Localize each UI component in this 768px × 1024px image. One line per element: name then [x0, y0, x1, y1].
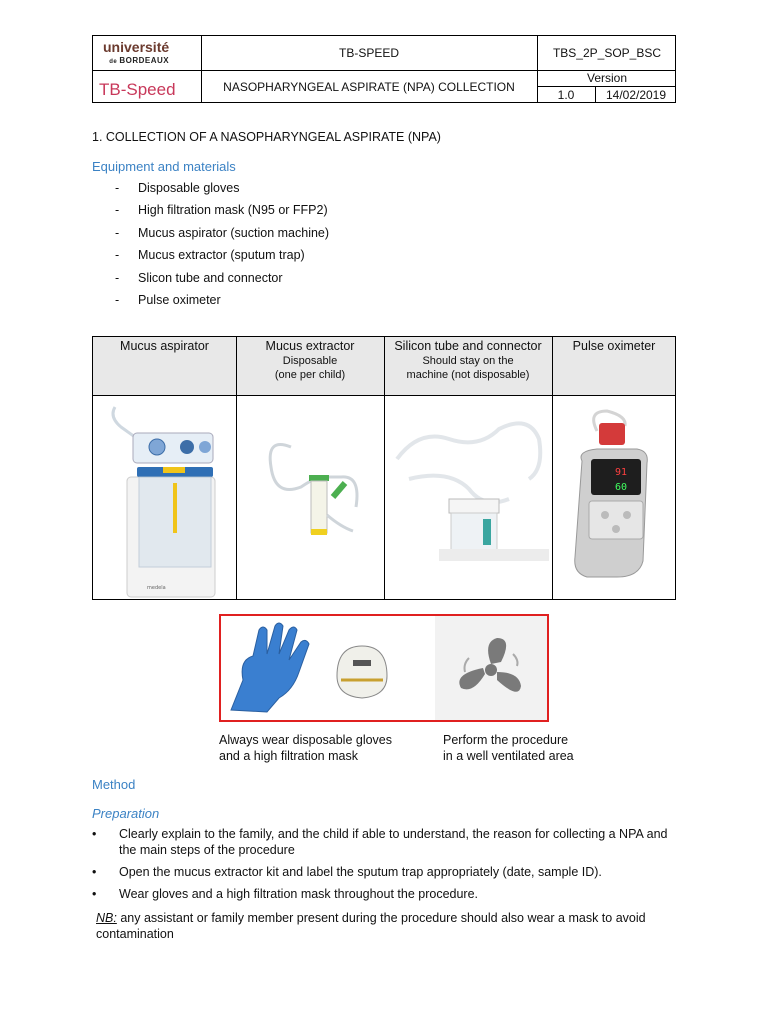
- n95-mask-image: [327, 636, 397, 706]
- project-name: TB-SPEED: [338, 46, 399, 60]
- column-header-aspirator: Mucus aspirator: [120, 339, 209, 353]
- pulse-readout: 60: [615, 482, 628, 493]
- ppe-caption: Always wear disposable gloves and a high filtration mask: [219, 733, 393, 763]
- university-logo: université de BORDEAUX: [103, 39, 170, 65]
- mucus-extractor-image: [261, 427, 371, 557]
- version-date: 14/02/2019: [605, 87, 667, 102]
- list-item: - Mucus extractor (sputum trap): [115, 248, 329, 270]
- preparation-title: Preparation: [92, 806, 160, 821]
- equipment-title: Equipment and materials: [92, 159, 236, 174]
- doc-title: NASOPHARYNGEAL ASPIRATE (NPA) COLLECTION: [223, 80, 515, 94]
- nb-text: any assistant or family member present during the procedure should also wear a mask to avoid contamination: [96, 911, 646, 941]
- equipment-table: [92, 336, 676, 600]
- list-item: - Mucus aspirator (suction machine): [115, 226, 329, 248]
- spo2-readout: 91: [615, 467, 628, 478]
- section-heading: 1. COLLECTION OF A NASOPHARYNGEAL ASPIRATE (NPA): [92, 130, 441, 144]
- ventilation-caption: Perform the procedure in a well ventilated area: [443, 733, 574, 763]
- list-item: • Wear gloves and a high filtration mask throughout the procedure.: [92, 886, 682, 902]
- document-header: [92, 35, 676, 103]
- version-label: Version: [586, 71, 628, 85]
- list-item: • Clearly explain to the family, and the child if able to understand, the reason for collecting a NPA and the main steps of the procedure: [92, 826, 682, 858]
- silicon-tube-image: [389, 399, 549, 595]
- list-item: - Disposable gloves: [115, 181, 329, 203]
- nb-label: NB:: [96, 911, 117, 925]
- pulse-oximeter-image: [567, 401, 657, 591]
- list-item: - High filtration mask (N95 or FFP2): [115, 203, 329, 225]
- preparation-list: [92, 826, 682, 908]
- mucus-aspirator-image: [105, 397, 225, 599]
- glove-image: [223, 620, 333, 716]
- nb-note: [96, 910, 680, 942]
- method-title: Method: [92, 777, 136, 792]
- column-header-oximeter: Pulse oximeter: [572, 339, 656, 353]
- list-item: • Open the mucus extractor kit and label the sputum trap appropriately (date, sample ID).: [92, 864, 682, 880]
- ppe-image-frame: [219, 614, 549, 722]
- version-number: 1.0: [557, 87, 575, 102]
- tb-speed-logo: TB-Speed: [99, 80, 176, 99]
- aspirator-brand: medela: [147, 585, 166, 591]
- fan-icon: [453, 632, 529, 708]
- equipment-list: [115, 181, 329, 315]
- column-header-silicon-tube: Silicon tube and connector Should stay on the machine (not disposable): [394, 339, 542, 381]
- list-item: - Slicon tube and connector: [115, 271, 329, 293]
- column-header-extractor: Mucus extractor Disposable (one per child): [265, 339, 355, 381]
- list-item: - Pulse oximeter: [115, 293, 329, 315]
- doc-code: TBS_2P_SOP_BSC: [552, 46, 662, 60]
